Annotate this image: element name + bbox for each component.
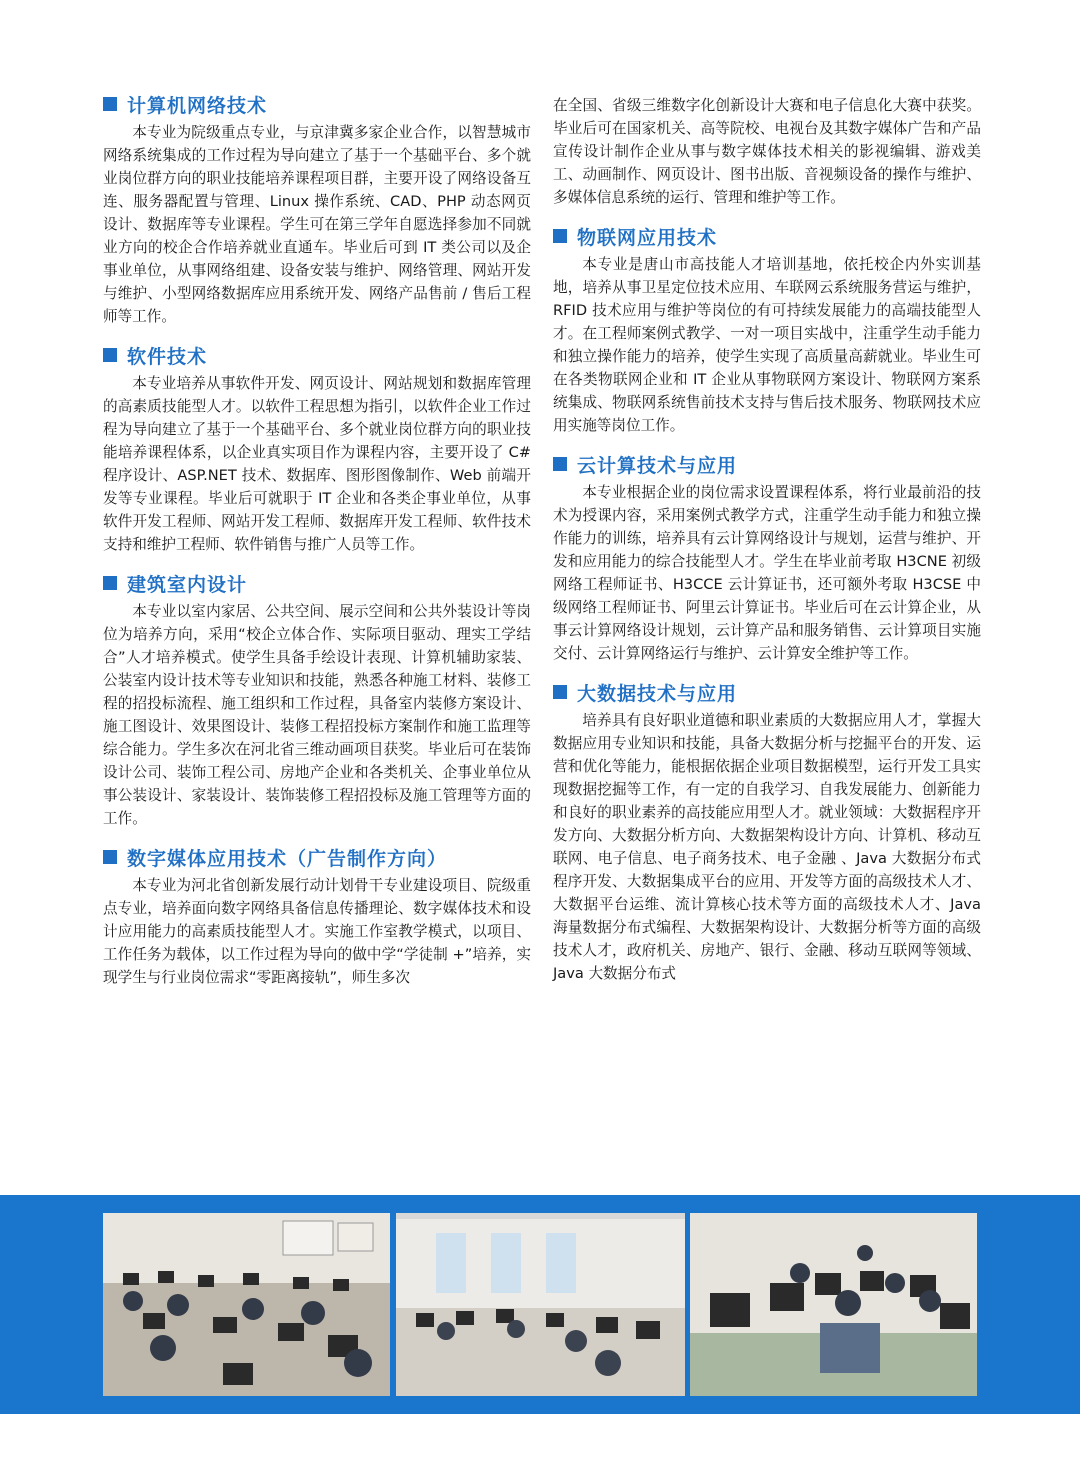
square-bullet-icon: [103, 97, 117, 111]
section-title: 软件技术: [127, 345, 208, 368]
section-title: 计算机网络技术: [127, 94, 268, 117]
left-column: [103, 90, 531, 989]
section-body: 本专业根据企业的岗位需求设置课程体系，将行业最前沿的技术为授课内容，采用案例式教学方式，注重学生动手能力和独立操作能力的训练，培养具有云计算网络设计与规划，运营与维护、开发和应用能力的综合技能型人才。学生在毕业前考取 H3CNE 初级网络工程师证书、H3CCE 云计算证书，还可额外考取 H3CSE 中级网络工程师证书、阿里云计算证书。毕业后可在云计算企业，从事云计算网络设计规划，云计算产品和服务销售、云计算项目实施交付、云计算网络运行与维护、云计算安全维护等工作。: [553, 484, 981, 662]
section-title: 数字媒体应用技术（广告制作方向）: [127, 847, 448, 870]
section-digital-media: [103, 843, 531, 989]
section-body: 培养具有良好职业道德和职业素质的大数据应用人才，掌握大数据应用专业知识和技能，具备大数据分析与挖掘平台的开发、运营和优化等能力，能根据依据企业项目数据模型，运行开发工具实现数据挖掘等工作，有一定的自我学习、自我发展能力、创新能力和良好的职业素养的高技能应用型人才。就业领域：大数据程序开发方向、大数据分析方向、大数据架构设计方向、计算机、移动互联网、电子信息、电子商务技术、电子金融 、Java 大数据分布式程序开发、大数据集成平台的应用、开发等方面的高级技术人才、大数据平台运维、流计算核心技术等方面的高级技术人才、Java 海量数据分布式编程、大数据架构设计、大数据分析等方面的高级技术人才，政府机关、房地产、银行、金融、移动互联网等领域、 Java 大数据分布式: [553, 712, 981, 982]
square-bullet-icon: [553, 229, 567, 243]
section-heading: [553, 678, 981, 706]
continuation-text: 在全国、省级三维数字化创新设计大赛和电子信息化大赛中获奖。毕业后可在国家机关、高等院校、电视台及其数字媒体广告和产品宣传设计制作企业从事与数字媒体技术相关的影视编辑、游戏美工、动画制作、网页设计、图书出版、音视频设备的操作与维护、多媒体信息系统的运行、管理和维护等工作。: [553, 97, 981, 206]
section-title: 物联网应用技术: [577, 226, 718, 249]
section-software: [103, 341, 531, 556]
section-heading: [103, 341, 531, 369]
section-heading: [553, 222, 981, 250]
section-heading: [103, 90, 531, 118]
photo-band: [0, 1195, 1080, 1414]
classroom-photo-1: [103, 1213, 390, 1396]
section-heading: [553, 450, 981, 478]
section-cloud: [553, 450, 981, 665]
section-body: 本专业以室内家居、公共空间、展示空间和公共外装设计等岗位为培养方向，采用“校企立体合作、实际项目驱动、理实工学结合”人才培养模式。使学生具备手绘设计表现、计算机辅助家装、公装室内设计技术等专业知识和技能，熟悉各种施工材料、装修工程的招投标流程、施工组织和工作过程，具备室内装修方案设计、施工图设计、效果图设计、装修工程招投标方案制作和施工监理等综合能力。学生多次在河北省三维动画项目获奖。毕业后可在装饰设计公司、装饰工程公司、房地产企业和各类机关、企事业单位从事公装设计、家装设计、装饰装修工程招投标及施工管理等方面的工作。: [103, 603, 531, 827]
section-bigdata: [553, 678, 981, 985]
square-bullet-icon: [103, 576, 117, 590]
classroom-photo-3: [690, 1213, 977, 1396]
section-body: 本专业为河北省创新发展行动计划骨干专业建设项目、院级重点专业，培养面向数字网络具备信息传播理论、数字媒体技术和设计应用能力的高素质技能型人才。实施工作室教学模式，以项目、工作任务为载体，以工作过程为导向的做中学“学徒制 +”培养，实现学生与行业岗位需求“零距离接轨”，师生多次: [103, 877, 531, 986]
section-title: 大数据技术与应用: [577, 682, 738, 705]
square-bullet-icon: [103, 348, 117, 362]
square-bullet-icon: [553, 685, 567, 699]
section-heading: [103, 569, 531, 597]
section-body: 本专业为院级重点专业，与京津冀多家企业合作，以智慧城市网络系统集成的工作过程为导向建立了基于一个基础平台、多个就业岗位群方向的职业技能培养课程项目群，主要开设了网络设备互连、服务器配置与管理、Linux 操作系统、CAD、PHP 动态网页设计、数据库等专业课程。学生可在第三学年自愿选择参加不同就业方向的校企合作培养就业直通车。毕业后可到 IT 类公司以及企事业单位，从事网络组建、设备安装与维护、网络管理、网站开发与维护、小型网络数据库应用系统开发、网络产品售前 / 售后工程师等工作。: [103, 124, 531, 325]
section-network: [103, 90, 531, 328]
classroom-photo-2: [396, 1213, 685, 1396]
section-heading: [103, 843, 531, 871]
section-body: 本专业培养从事软件开发、网页设计、网站规划和数据库管理的高素质技能型人才。以软件工程思想为指引，以软件企业工作过程为导向建立了基于一个基础平台、多个就业岗位群方向的职业技能培养课程体系，以企业真实项目作为课程内容，主要开设了 C# 程序设计、ASP.NET 技术、数据库、图形图像制作、Web 前端开发等专业课程。毕业后可就职于 IT 企业和各类企事业单位，从事软件开发工程师、网站开发工程师、数据库开发工程师、软件技术支持和维护工程师、软件销售与推广人员等工作。: [103, 375, 531, 553]
square-bullet-icon: [103, 850, 117, 864]
section-title: 云计算技术与应用: [577, 454, 738, 477]
section-body: 本专业是唐山市高技能人才培训基地，依托校企内外实训基地，培养从事卫星定位技术应用、车联网云系统服务营运与维护，RFID 技术应用与维护等岗位的有可持续发展能力的高端技能型人才。在工程师案例式教学、一对一项目实战中，注重学生动手能力和独立操作能力的培养，使学生实现了高质量高薪就业。毕业生可在各类物联网企业和 IT 企业从事物联网方案设计、物联网方案系统集成、物联网系统售前技术支持与售后技术服务、物联网技术应用实施等岗位工作。: [553, 256, 981, 434]
right-column: [553, 94, 981, 985]
section-title: 建筑室内设计: [127, 573, 248, 596]
section-iot: [553, 222, 981, 437]
square-bullet-icon: [553, 457, 567, 471]
section-interior-design: [103, 569, 531, 830]
